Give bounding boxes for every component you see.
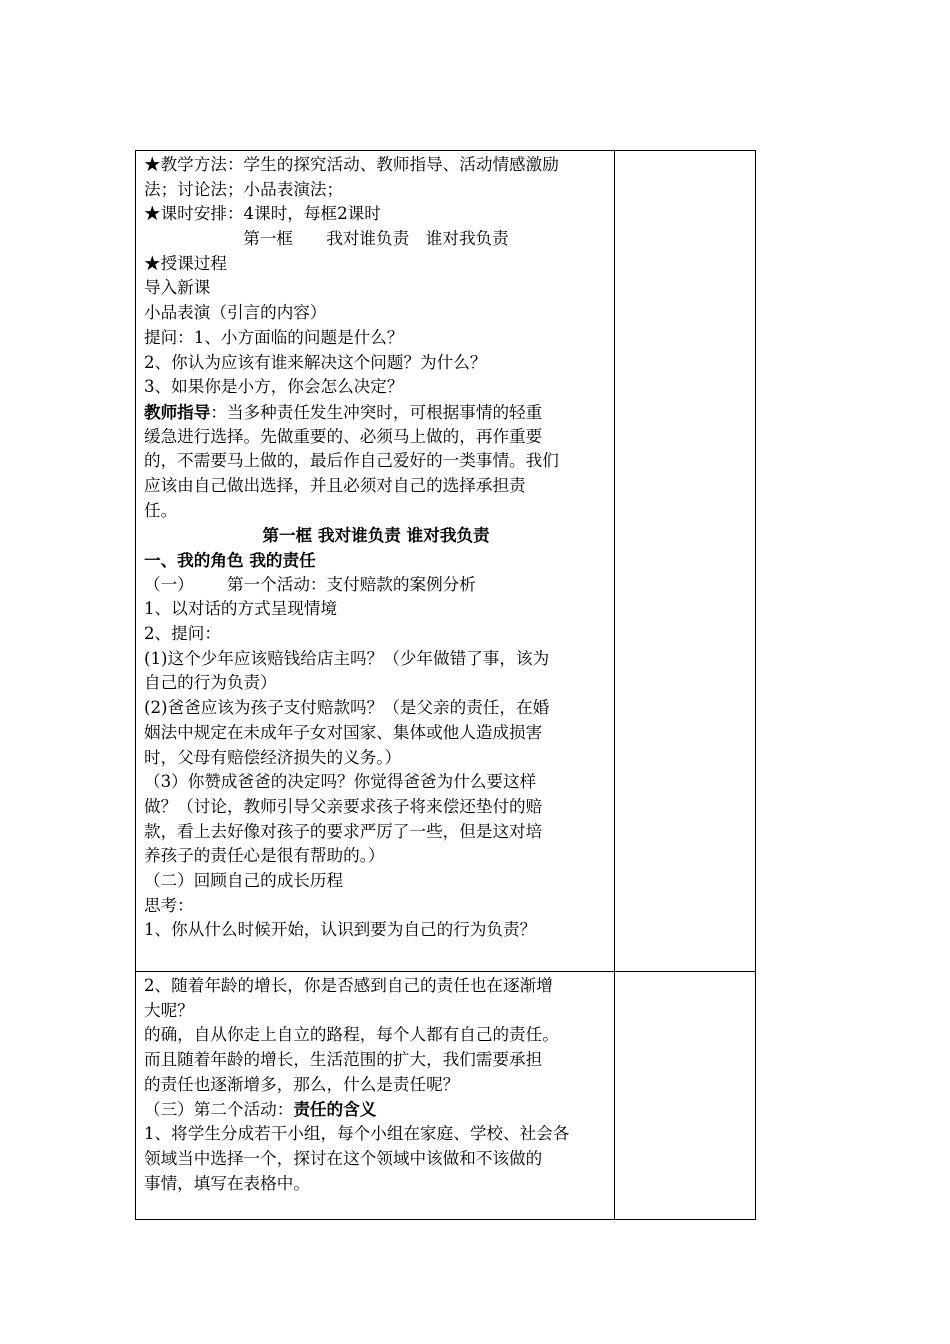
text-line: 大呢？: [144, 1000, 194, 1020]
lesson-subtitle: 第一框 我对谁负责 谁对我负责: [243, 229, 509, 249]
text-line: 1、你从什么时候开始，认识到要为自己的行为负责？: [144, 920, 537, 940]
text-line: 2、随着年龄的增长，你是否感到自己的责任也在逐渐增: [144, 976, 553, 995]
text-line: 而且随着年龄的增长，生活范围的扩大，我们需要承担: [144, 1050, 543, 1070]
text-line: ★课时安排：4课时，每框2课时: [144, 204, 381, 224]
table-row: [136, 151, 756, 972]
text-line: 1、以对话的方式呈现情境: [144, 599, 338, 619]
text-line: 姻法中规定在未成年子女对国家、集体或他人造成损害: [144, 722, 543, 742]
teacher-guidance-line: [144, 400, 608, 425]
text-line: 1、将学生分成若干小组，每个小组在家庭、学校、社会各: [144, 1124, 570, 1144]
main-content-cell: [136, 151, 615, 972]
text-line: 3、如果你是小方，你会怎么决定？: [144, 377, 404, 397]
teacher-guidance-label: 教师指导: [144, 401, 211, 422]
part-title: 一、我的角色 我的责任: [144, 550, 316, 570]
text-line: 提问：1、小方面临的问题是什么？: [144, 327, 404, 347]
text-line: (1)这个少年应该赔钱给店主吗？（少年做错了事，该为: [144, 648, 550, 668]
text-line: 做？（讨论，教师引导父亲要求孩子将来偿还垫付的赔: [144, 796, 543, 816]
notes-cell: [615, 151, 756, 972]
activity-heading: [144, 1097, 608, 1122]
text-line: 的责任也逐渐增多，那么，什么是责任呢？: [144, 1074, 460, 1094]
text-line: （二）回顾自己的成长历程: [144, 870, 344, 890]
text-line: 思考：: [144, 895, 194, 915]
text-line: （3）你赞成爸爸的决定吗？你觉得爸爸为什么要这样: [144, 772, 537, 792]
text-line: ★教学方法：学生的探究活动、教师指导、活动情感激励: [144, 155, 559, 174]
activity-prefix: （一）: [144, 574, 194, 594]
text-line: 时，父母有赔偿经济损失的义务。）: [144, 747, 402, 767]
text-line: 的，不需要马上做的，最后作自己爱好的一类事情。我们: [144, 451, 559, 471]
text-line: 自己的行为负责）: [144, 673, 277, 693]
text-line: 的确，自从你走上自立的路程，每个人都有自己的责任。: [144, 1025, 559, 1045]
activity-text: 第一个活动：支付赔款的案例分析: [226, 574, 476, 594]
activity-prefix: （三）第二个活动：: [144, 1100, 294, 1120]
activity-heading: [144, 573, 608, 598]
text-line: 小品表演（引言的内容）: [144, 303, 327, 323]
text-line: 2、你认为应该有谁来解决这个问题？为什么？: [144, 352, 487, 372]
text-line: 任。: [144, 500, 178, 520]
text-line: ★授课过程: [144, 253, 227, 273]
text-line: 事情，填写在表格中。: [144, 1173, 310, 1193]
text-line: 2、提问：: [144, 624, 221, 644]
main-content-cell: [136, 972, 615, 1220]
text-line: 领域当中选择一个，探讨在这个领域中该做和不该做的: [144, 1148, 543, 1168]
table-row: [136, 972, 756, 1220]
activity-bold-text: 责任的含义: [293, 1099, 377, 1120]
teacher-guidance-text: ：当多种责任发生冲突时，可根据事情的轻重: [210, 402, 543, 422]
text-line: 款，看上去好像对孩子的要求严厉了一些，但是这对培: [144, 821, 543, 841]
text-line: 应该由自己做出选择，并且必须对自己的选择承担责: [144, 475, 526, 495]
text-line: 法；讨论法；小品表演法；: [144, 179, 344, 199]
section-title: 第一框 我对谁负责 谁对我负责: [262, 525, 490, 546]
text-line: 导入新课: [144, 278, 211, 298]
text-line: 缓急进行选择。先做重要的、必须马上做的，再作重要: [144, 426, 543, 446]
text-line: 养孩子的责任心是很有帮助的。）: [144, 846, 385, 866]
notes-cell: [615, 972, 756, 1220]
lesson-plan-table: [135, 150, 756, 1220]
text-line: (2)爸爸应该为孩子支付赔款吗？（是父亲的责任，在婚: [144, 698, 550, 718]
